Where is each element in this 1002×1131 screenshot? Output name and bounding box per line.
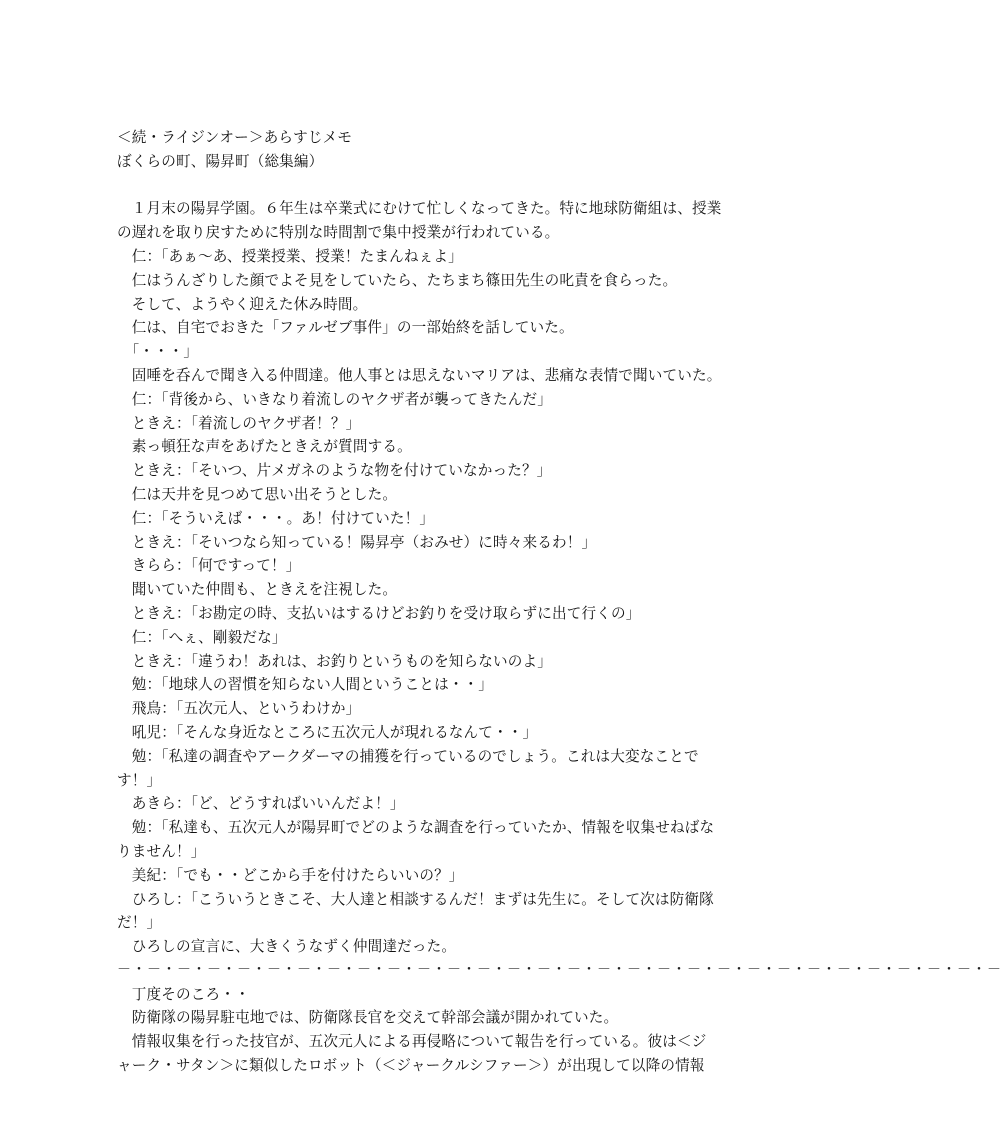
paragraph-line: ときえ：「そいつなら知っている！陽昇亭（おみせ）に時々来るわ！」 (117, 533, 597, 551)
paragraph-line: 固唾を呑んで聞き入る仲間達。他人事とは思えないマリアは、悲痛な表情で聞いていた。 (117, 366, 722, 384)
paragraph-line: 仁は天井を見つめて思い出そうとした。 (117, 485, 398, 503)
paragraph-line: あきら：「ど、どうすればいいんだよ！」 (117, 795, 405, 813)
document-title: ＜続・ライジンオー＞あらすじメモ (117, 129, 353, 146)
paragraph-line: 仁はうんざりした顔でよそ見をしていたら、たちまち篠田先生の叱責を食らった。 (117, 271, 678, 289)
paragraph-line: ひろしの宣言に、大きくうなずく仲間達だった。 (117, 938, 457, 956)
paragraph-line: の遅れを取り戻すために特別な時間割で集中授業が行われている。 (117, 224, 560, 242)
paragraph-line: 吼児：「そんな身近なところに五次元人が現れるなんて・・」 (117, 723, 538, 741)
paragraph-line: 仁：「あぁ～あ、授業授業、授業！たまんねぇよ」 (117, 247, 463, 265)
paragraph-line: 勉：「地球人の習慣を知らない人間ということは・・」 (117, 676, 494, 694)
paragraph-line: 仁：「背後から、いきなり着流しのヤクザ者が襲ってきたんだ」 (117, 390, 553, 408)
paragraph-line: そして、ようやく迎えた休み時間。 (117, 295, 368, 313)
story-section-1 (117, 197, 722, 959)
paragraph-line: 聞いていた仲間も、ときえを注視した。 (117, 581, 398, 599)
section-divider: －・－・－・－・－・－・－・－・－・－・－・－・－・－・－・－・－・－・－・－・－・－・－・－・－・－・－・－・－・－ (117, 961, 1002, 978)
paragraph-line: 情報収集を行った技官が、五次元人による再侵略について報告を行っている。彼は＜ジ (117, 1033, 707, 1051)
paragraph-line: 仁：「そういえば・・・。あ！付けていた！」 (117, 509, 435, 527)
paragraph-line: ャーク・サタン＞に類似したロボット（＜ジャークルシファー＞）が出現して以降の情報 (117, 1057, 705, 1075)
paragraph-line: ひろし：「こういうときこそ、大人達と相談するんだ！まずは先生に。そして次は防衛隊 (117, 890, 714, 908)
paragraph-line: 飛鳥：「五次元人、というわけか」 (117, 700, 361, 718)
paragraph-line: 仁は、自宅でおきた「ファルゼブ事件」の一部始終を話していた。 (117, 319, 574, 337)
paragraph-line: ときえ：「違うわ！あれは、お釣りというものを知らないのよ」 (117, 652, 553, 670)
document-subtitle: ぼくらの町、陽昇町（総集編） (117, 152, 324, 170)
paragraph-line: きらら：「何ですって！」 (117, 557, 301, 575)
paragraph-line: りません！」 (117, 842, 206, 860)
paragraph-line: 素っ頓狂な声をあげたときえが質問する。 (117, 438, 412, 456)
paragraph-line: 勉：「私達の調査やアークダーマの捕獲を行っているのでしょう。これは大変なことで (117, 747, 699, 765)
paragraph-line: ときえ：「着流しのヤクザ者！？」 (117, 414, 361, 432)
paragraph-line: １月末の陽昇学園。６年生は卒業式にむけて忙しくなってきた。特に地球防衛組は、授業 (117, 200, 722, 218)
story-section-2 (117, 983, 707, 1078)
paragraph-line: 美紀：「でも・・どこから手を付けたらいいの？」 (117, 866, 464, 884)
paragraph-line: ときえ：「お勘定の時、支払いはするけどお釣りを受け取らずに出て行くの」 (117, 604, 641, 622)
document-body (117, 126, 1002, 1078)
paragraph-line: 丁度そのころ・・ (117, 985, 250, 1003)
blank-line (117, 174, 685, 198)
paragraph-line: 「・・・」 (117, 343, 199, 361)
paragraph-line: だ！」 (117, 914, 162, 932)
paragraph-line: 勉：「私達も、五次元人が陽昇町でどのような調査を行っていたか、情報を収集せねばな (117, 819, 715, 837)
paragraph-line: 仁：「へぇ、剛毅だな」 (117, 628, 287, 646)
paragraph-line: 防衛隊の陽昇駐屯地では、防衛隊長官を交えて幹部会議が開かれていた。 (117, 1009, 619, 1027)
paragraph-line: す！」 (117, 771, 162, 789)
paragraph-line: ときえ：「そいつ、片メガネのような物を付けていなかった？」 (117, 462, 552, 480)
